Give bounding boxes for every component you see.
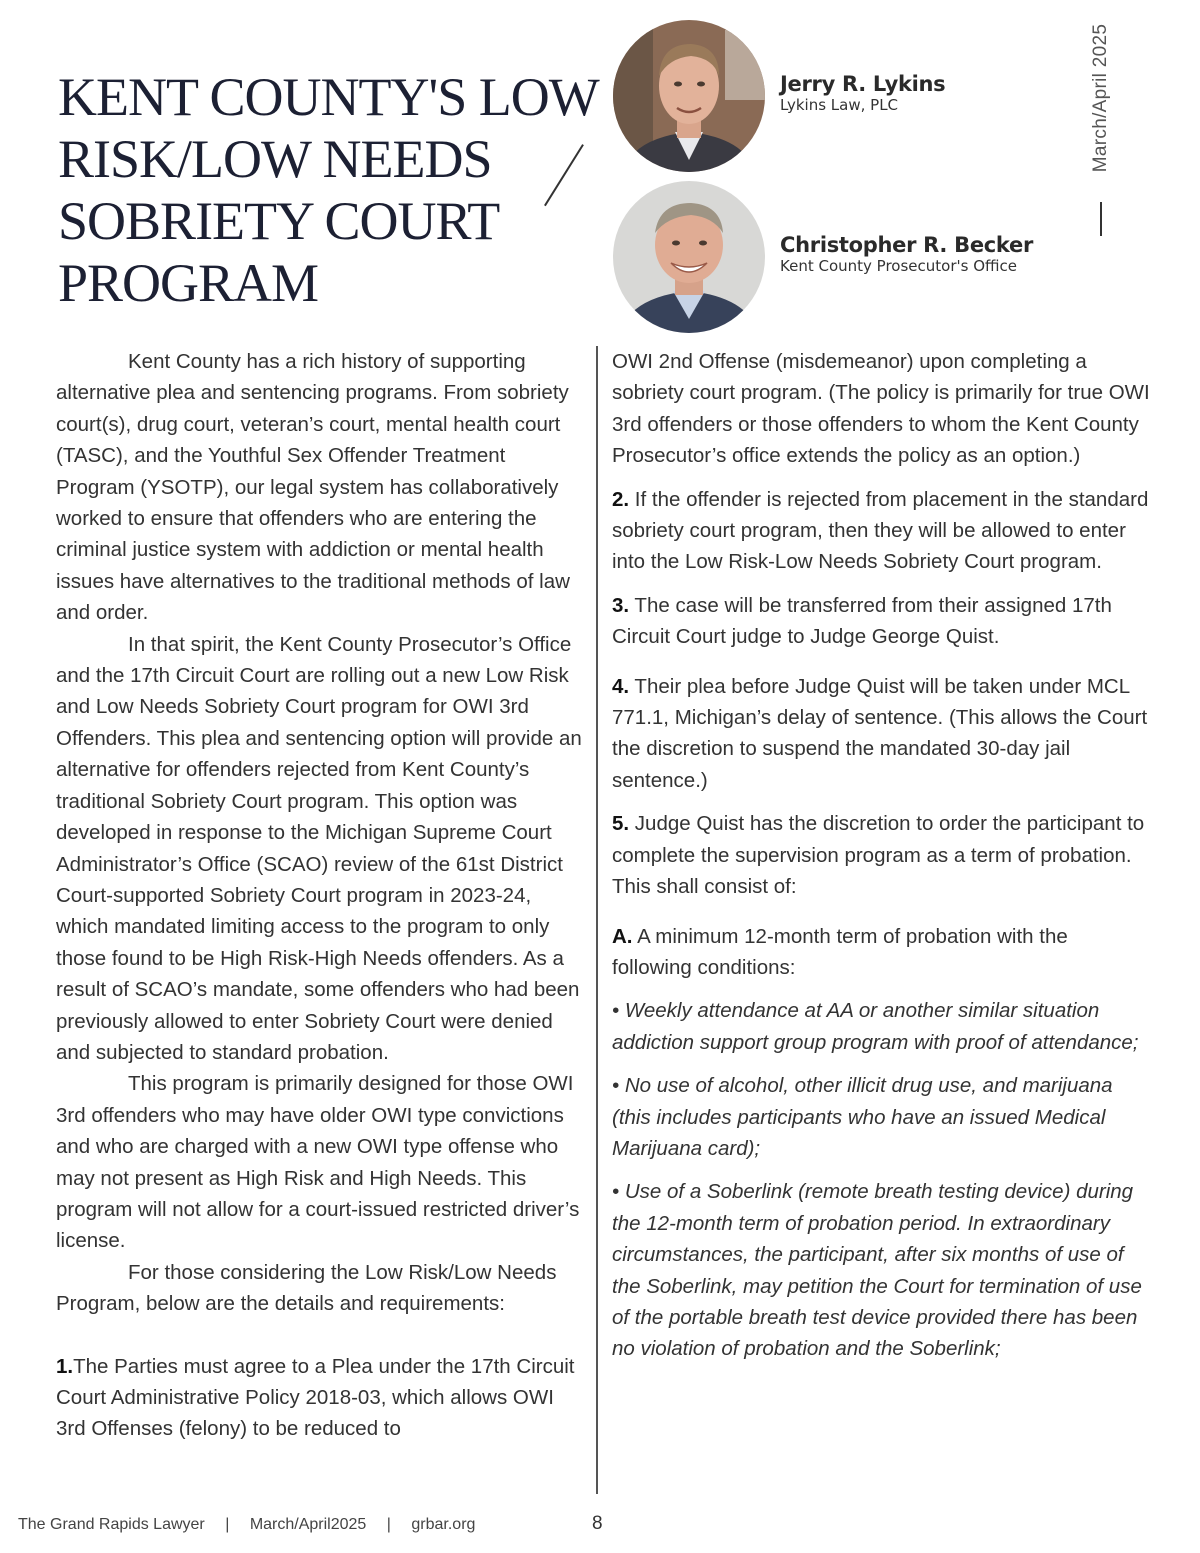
body-paragraph-continued: OWI 2nd Offense (misdemeanor) upon completing a sobriety court program. (The policy is primarily for true OWI 3rd offenders or those offenders to whom the Kent County Prosecutor’s office extends the policy as an option.)	[612, 350, 1150, 468]
article-body-left-column	[56, 346, 584, 1445]
requirement-item-a	[612, 921, 1152, 984]
item-text: Judge Quist has the discretion to order the participant to complete the supervision program as a term of probation. This shall consist of:	[612, 812, 1145, 899]
requirement-item-5	[612, 808, 1152, 902]
requirement-item-1	[56, 1351, 584, 1445]
spacer	[56, 1320, 584, 1351]
item-text: A minimum 12-month term of probation with the following conditions:	[612, 924, 1068, 979]
body-paragraph: Kent County has a rich history of supporting alternative plea and sentencing programs. From sobriety court(s), drug court, veteran’s court, mental health court (TASC), and the Youthful Sex Offender Treatment Program (YSOTP), our legal system has collaboratively worked to ensure that offenders who are entering the criminal justice system with addiction or mental health issues have alternatives to the traditional methods of law and order.	[56, 350, 570, 625]
item-number: 2.	[612, 487, 630, 511]
footer-issue: March/April2025	[249, 1516, 367, 1533]
author-organization: Lykins Law, PLC	[780, 96, 899, 114]
body-paragraph: This program is primarily designed for those OWI 3rd offenders who may have older OWI type convictions and who are charged with a new OWI type offense who may not present as High Risk and High Needs. This program will not allow for a court-issued restricted driver’s license.	[56, 1072, 580, 1253]
item-number: 5.	[612, 812, 630, 836]
author-organization: Kent County Prosecutor's Office	[780, 257, 1017, 275]
footer-separator: |	[386, 1516, 391, 1533]
item-number: 1.	[56, 1354, 74, 1378]
item-text: The case will be transferred from their assigned 17th Circuit Court judge to Judge George Quist.	[612, 593, 1112, 649]
body-paragraph: In that spirit, the Kent County Prosecutor’s Office and the 17th Circuit Court are rolling out a new Low Risk and Low Needs Sobriety Court program for OWI 3rd Offenders. This plea and sentencing option will provide an alternative for offenders rejected from Kent County’s traditional Sobriety Court program. This option was developed in response to the Michigan Supreme Court Administrator’s Office (SCAO) review of the 61st District Court-supported Sobriety Court program in 2023-24, which mandated limiting access to the program to only those found to be High Risk-High Needs offenders. As a result of SCAO’s mandate, some offenders who had been previously allowed to enter Sobriety Court were denied and subjected to standard probation.	[56, 632, 582, 1064]
page-number: 8	[592, 1513, 603, 1534]
item-text: Their plea before Judge Quist will be taken under MCL 771.1, Michigan’s delay of sentence. (This allows the Court the discretion to suspend the mandated 30-day jail sentence.)	[612, 674, 1148, 792]
item-number: A.	[612, 924, 633, 948]
author-photo-lykins	[613, 20, 765, 172]
footer-site-link[interactable]: grbar.org	[411, 1516, 476, 1533]
condition-bullet: • Use of a Soberlink (remote breath testing device) during the 12-month term of probation period. In extraordinary circumstances, the participant, after six months of use of the Soberlink, may petition the Court for termination of use of the portable breath test device provided there has been no violation of probation and the Soberlink;	[612, 1180, 1142, 1361]
item-text: If the offender is rejected from placement in the standard sobriety court program, then they will be allowed to enter into the Low Risk-Low Needs Sobriety Court program.	[612, 487, 1149, 574]
issue-date-text: March/April 2025	[1090, 23, 1111, 173]
issue-date-vertical	[1088, 18, 1114, 178]
item-number: 3.	[612, 593, 630, 617]
condition-bullet: • No use of alcohol, other illicit drug use, and marijuana (this includes participants who have an issued Medical Marijuana card);	[612, 1074, 1113, 1160]
article-title: KENT COUNTY'S LOW RISK/LOW NEEDS SOBRIETY COURT PROGRAM	[58, 67, 598, 313]
requirement-item-4	[612, 671, 1152, 797]
author-photo-becker	[613, 181, 765, 333]
article-body-right-column	[612, 346, 1152, 1377]
footer-separator: |	[225, 1516, 230, 1533]
item-number: 4.	[612, 674, 630, 698]
condition-bullet: • Weekly attendance at AA or another similar situation addiction support group program with proof of attendance;	[612, 999, 1139, 1054]
item-text: The Parties must agree to a Plea under the 17th Circuit Court Administrative Policy 2018-03, which allows OWI 3rd Offenses (felony) to be reduced to	[56, 1354, 575, 1441]
column-divider	[596, 346, 598, 1494]
issue-date-bar	[1100, 202, 1102, 236]
requirement-item-3	[612, 590, 1152, 653]
page-footer	[18, 1516, 475, 1534]
body-paragraph: For those considering the Low Risk/Low Needs Program, below are the details and requirements:	[56, 1260, 557, 1316]
requirement-item-2	[612, 484, 1152, 578]
footer-publication: The Grand Rapids Lawyer	[18, 1516, 205, 1533]
author-name: Jerry R. Lykins	[780, 72, 946, 96]
author-name: Christopher R. Becker	[780, 233, 1034, 257]
